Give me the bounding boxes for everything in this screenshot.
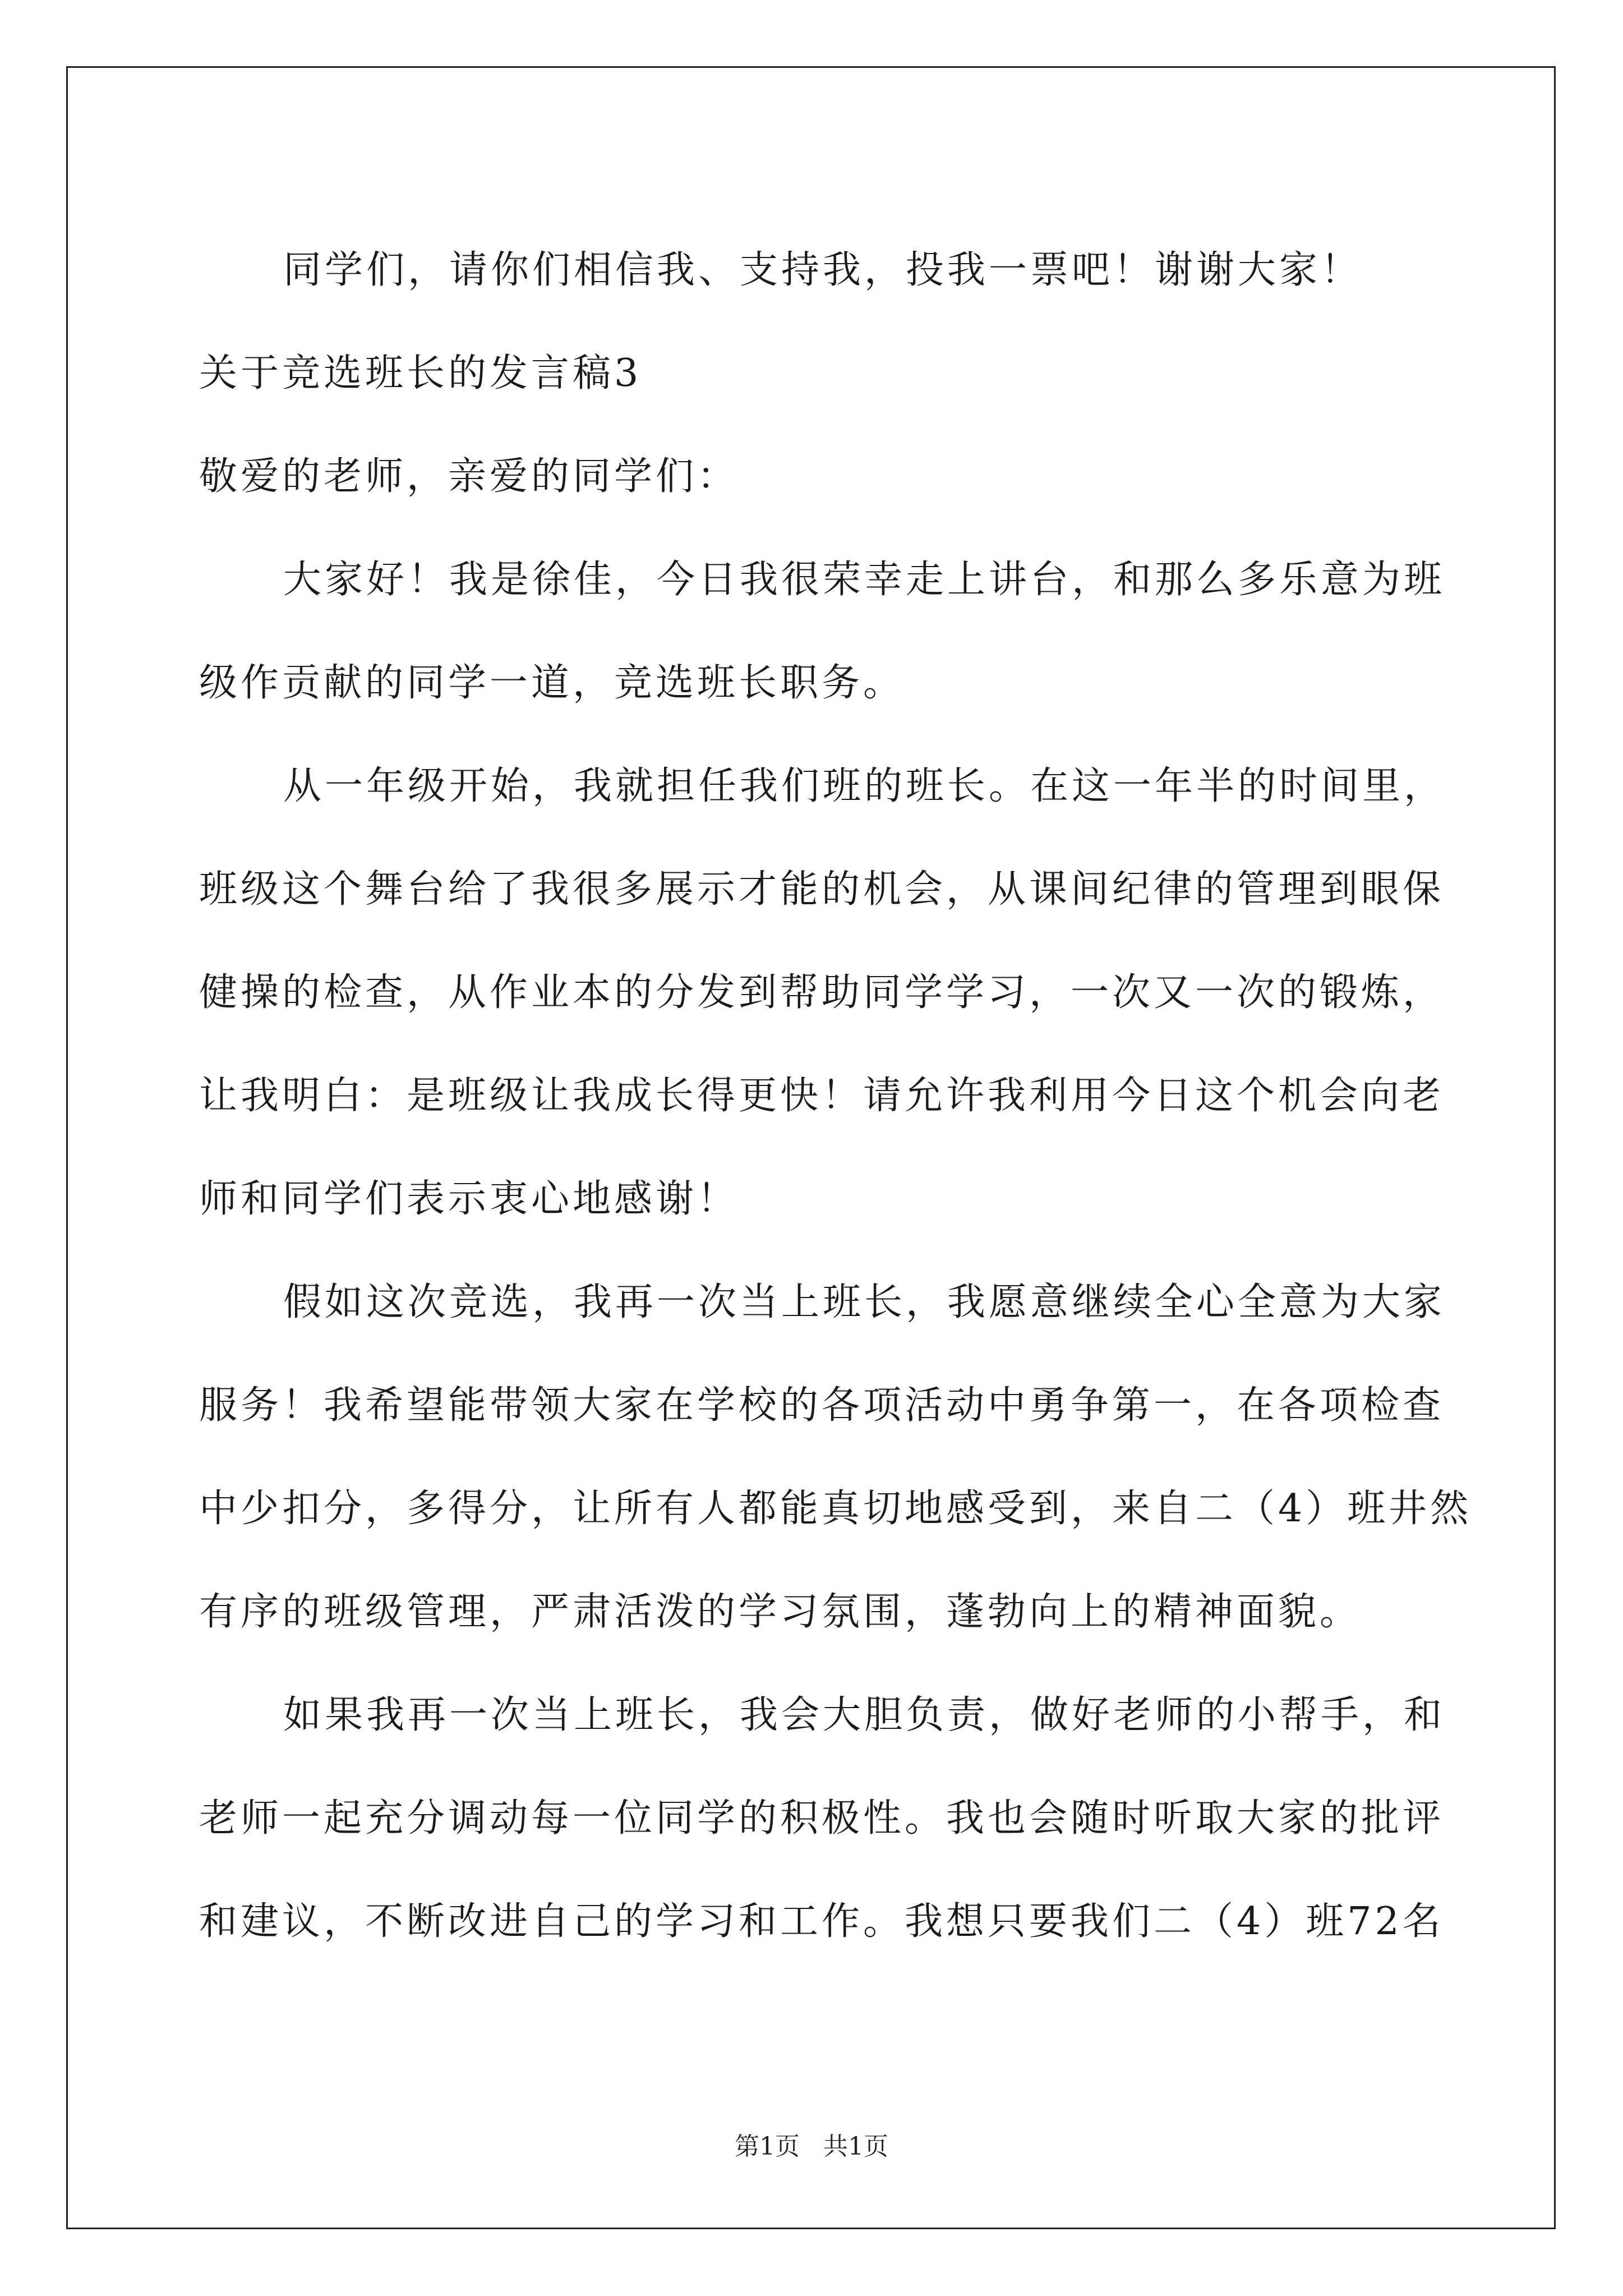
text-line: 同学们，请你们相信我、支持我，投我一票吧！谢谢大家！ (283, 248, 1363, 292)
text-line: 如果我再一次当上班长，我会大胆负责，做好老师的小帮手，和 (283, 1693, 1446, 1737)
text-line: 从一年级开始，我就担任我们班的班长。在这一年半的时间里， (283, 764, 1446, 808)
section-title: 关于竞选班长的发言稿3 (199, 351, 642, 395)
text-line: 中少扣分，多得分，让所有人都能真切地感受到，来自二（4）班井然 (199, 1487, 1472, 1531)
text-line: 假如这次竞选，我再一次当上班长，我愿意继续全心全意为大家 (283, 1280, 1446, 1324)
text-line: 级作贡献的同学一道，竞选班长职务。 (199, 661, 905, 705)
text-line: 有序的班级管理，严肃活泼的学习氛围，蓬勃向上的精神面貌。 (199, 1590, 1362, 1634)
text-line: 健操的检查，从作业本的分发到帮助同学学习，一次又一次的锻炼， (199, 970, 1445, 1015)
text-line: 师和同学们表示衷心地感谢！ (199, 1177, 739, 1221)
text-line: 服务！我希望能带领大家在学校的各项活动中勇争第一，在各项检查 (199, 1383, 1445, 1428)
text-line: 让我明白：是班级让我成长得更快！请允许我利用今日这个机会向老 (199, 1074, 1445, 1118)
document-body (199, 219, 1472, 1973)
text-line: 和建议，不断改进自己的学习和工作。我想只要我们二（4）班72名 (199, 1899, 1444, 1944)
text-line: 老师一起充分调动每一位同学的积极性。我也会随时听取大家的批评 (199, 1796, 1445, 1841)
page-footer: 第1页 共1页 (735, 2132, 888, 2161)
text-line: 大家好！我是徐佳，今日我很荣幸走上讲台，和那么多乐意为班 (283, 558, 1446, 602)
salutation: 敬爱的老师，亲爱的同学们： (199, 454, 739, 499)
text-line: 班级这个舞台给了我很多展示才能的机会，从课间纪律的管理到眼保 (199, 867, 1445, 912)
